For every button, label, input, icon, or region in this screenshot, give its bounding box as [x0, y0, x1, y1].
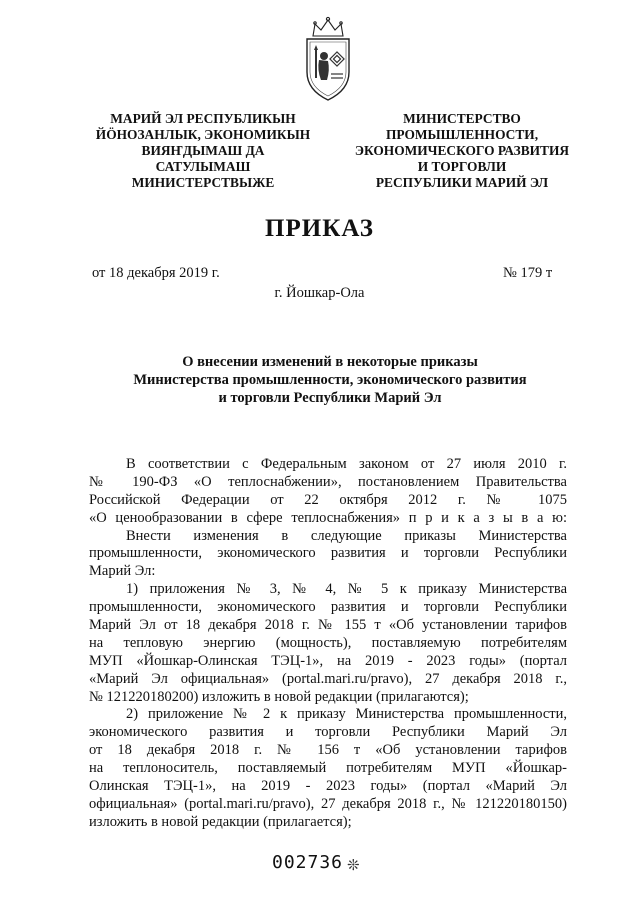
org-name-line: И ТОРГОВЛИ: [417, 159, 507, 174]
body-line: В соответствии с Федеральным законом от 27 июля 2010 г.: [126, 456, 567, 472]
body-line: № 190-ФЗ «О теплоснабжении», постановлением Правительства: [89, 473, 567, 490]
body-line: Олинская ТЭЦ-1», на 2019 - 2023 годы» (портал «Марий Эл: [89, 778, 567, 795]
order-title: ПРИКАЗ: [265, 215, 374, 242]
body-line: 2) приложение № 2 к приказу Министерства промышленности,: [126, 706, 567, 723]
document-title-line: О внесении изменений в некоторые приказы: [182, 354, 478, 370]
org-name-mari: [82, 111, 324, 191]
serial-mark-icon: ❊: [347, 856, 360, 874]
body-line: Марий Эл:: [89, 563, 156, 580]
org-name-line: САТУЛЫМАШ: [155, 159, 251, 174]
org-name-line: МИНИСТЕРСТВЫЖЕ: [131, 175, 275, 190]
order-city: г. Йошкар-Ола: [274, 285, 365, 301]
body-line: от 18 декабря 2018 г. № 156 т «Об установлении тарифов: [89, 742, 567, 759]
body-line: на теплоноситель, поставляемый потребителям МУП «Йошкар-: [89, 760, 567, 777]
org-name-line: ЙӦНОЗАНЛЫК, ЭКОНОМИКЫН: [95, 127, 311, 142]
org-name-line: РЕСПУБЛИКИ МАРИЙ ЭЛ: [375, 175, 549, 190]
body-line: промышленности, экономического развития и торговли Республики: [89, 545, 567, 562]
org-name-line: ЭКОНОМИЧЕСКОГО РАЗВИТИЯ: [354, 143, 570, 158]
document-title-line: Министерства промышленности, экономического развития: [133, 372, 527, 388]
document-title: [90, 353, 570, 407]
body-line: МУП «Йошкар-Олинская ТЭЦ-1», на 2019 - 2023 годы» (портал: [89, 652, 567, 669]
org-name-line: ВИЯҤДЫМАШ ДА: [141, 143, 265, 158]
body-line: Внести изменения в следующие приказы Министерства: [126, 527, 567, 544]
serial-number: 002736: [272, 852, 344, 873]
body-line: изложить в новой редакции (прилагается);: [89, 813, 352, 830]
body-line: Российской Федерации от 22 октября 2012 г. № 1075: [89, 491, 567, 508]
order-date: от 18 декабря 2019 г.: [92, 265, 220, 281]
coat-of-arms-icon: [297, 14, 359, 104]
body-line: Марий Эл от 18 декабря 2018 г. № 155 т «Об установлении тарифов: [89, 617, 567, 634]
order-number: № 179 т: [503, 265, 553, 281]
org-name-russian: [346, 111, 578, 191]
org-name-line: МАРИЙ ЭЛ РЕСПУБЛИКЫН: [110, 111, 296, 126]
org-name-line: МИНИСТЕРСТВО: [403, 111, 521, 126]
body-line: «Марий Эл официальная» (portal.mari.ru/pravo), 27 декабря 2018 г.,: [89, 670, 567, 687]
org-name-line: ПРОМЫШЛЕННОСТИ,: [385, 127, 539, 142]
body-line: экономического развития и торговли Республики Марий Эл: [89, 724, 567, 741]
body-line: 1) приложения № 3, № 4, № 5 к приказу Министерства: [126, 581, 567, 598]
body-line: № 121220180200) изложить в новой редакции (прилагаются);: [89, 688, 469, 705]
document-title-line: и торговли Республики Марий Эл: [218, 390, 442, 406]
body-line: официальная» (portal.mari.ru/pravo), 27 декабря 2018 г., № 121220180150): [89, 795, 567, 812]
body-line: «О ценообразовании в сфере теплоснабжения» п р и к а з ы в а ю:: [89, 509, 567, 526]
document-body: [89, 456, 567, 832]
body-line: на тепловую энергию (мощность), поставляемую потребителям: [89, 634, 567, 651]
body-line: промышленности, экономического развития и торговли Республики: [89, 599, 567, 616]
